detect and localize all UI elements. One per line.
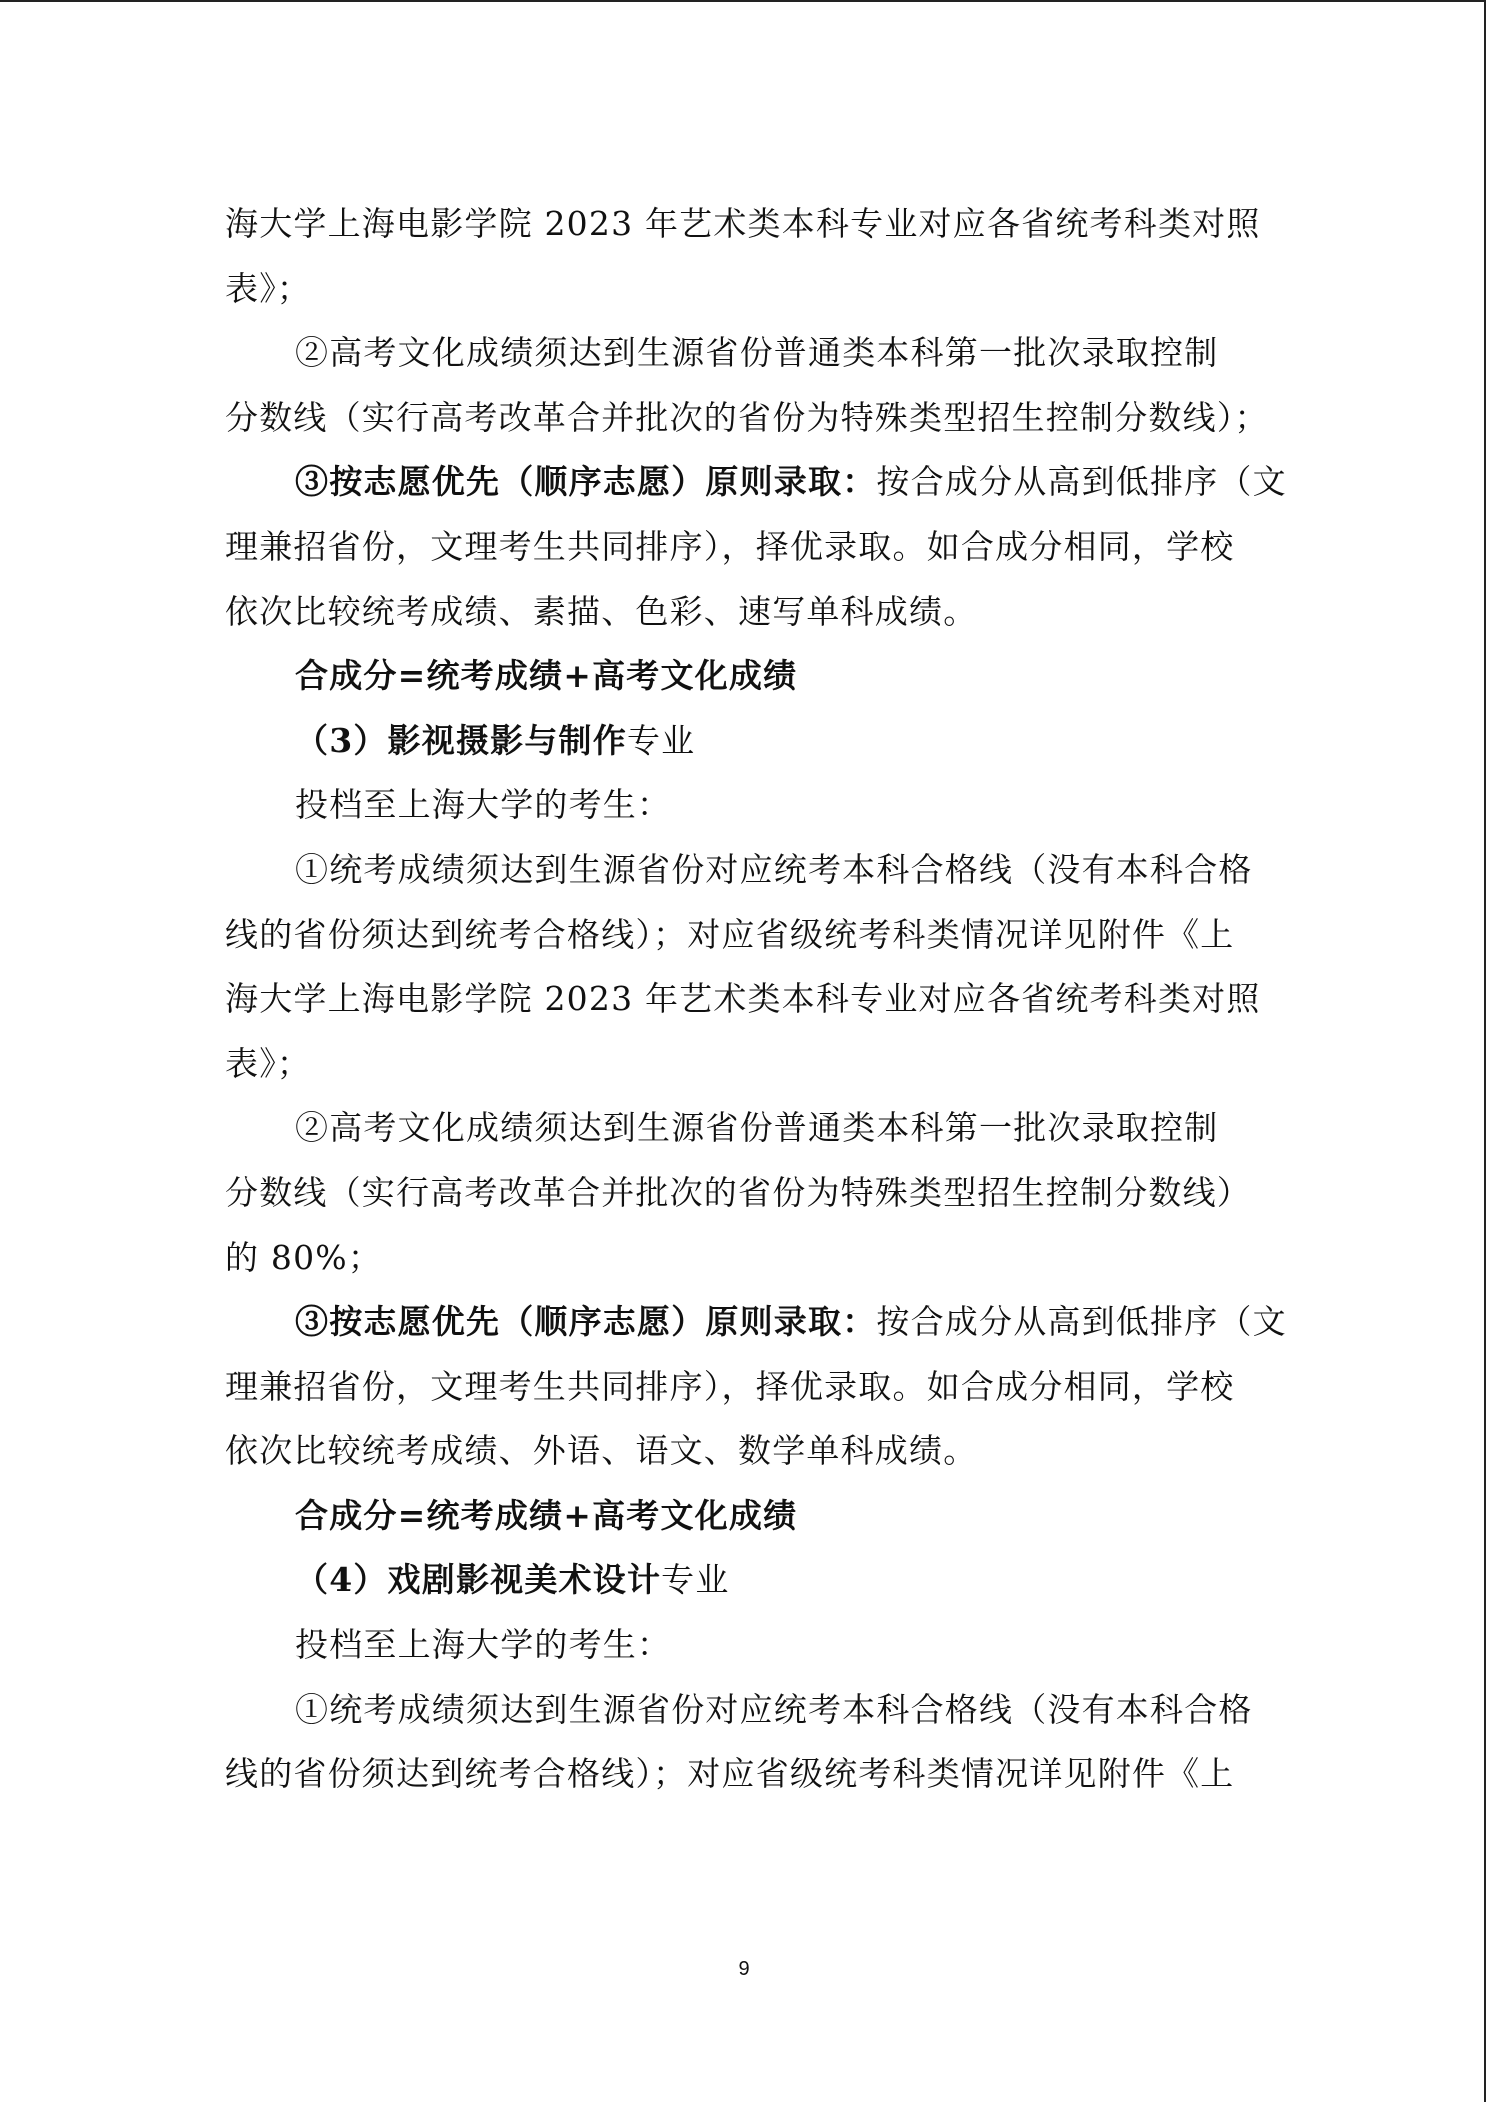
text-line	[225, 773, 1260, 838]
text-segment: 专业	[626, 720, 696, 760]
text-line	[225, 1678, 1260, 1743]
text-line	[225, 1161, 1260, 1226]
text-segment: 依次比较统考成绩、外语、语文、数学单科成绩。	[225, 1431, 978, 1471]
text-line	[225, 450, 1287, 515]
bold-text-segment: （4）戏剧影视美术设计	[295, 1560, 662, 1600]
text-line	[225, 1484, 1260, 1549]
text-line	[225, 644, 1260, 709]
text-segment: 海大学上海电影学院 2023 年艺术类本科专业对应各省统考科类对照	[225, 204, 1261, 243]
text-line	[225, 1742, 1260, 1807]
text-line	[225, 1226, 1260, 1291]
text-segment: ②高考文化成绩须达到生源省份普通类本科第一批次录取控制	[295, 1108, 1219, 1148]
bold-text-segment: ③按志愿优先（顺序志愿）原则录取：	[295, 462, 877, 502]
text-segment: 表》；	[225, 268, 312, 308]
text-line	[225, 515, 1260, 580]
text-segment: 线的省份须达到统考合格线）；对应省级统考科类情况详见附件《上	[225, 1754, 1235, 1794]
text-segment: ②高考文化成绩须达到生源省份普通类本科第一批次录取控制	[295, 333, 1219, 373]
text-segment: ①统考成绩须达到生源省份对应统考本科合格线（没有本科合格	[295, 849, 1253, 889]
text-segment: 投档至上海大学的考生：	[295, 785, 672, 825]
text-segment: 海大学上海电影学院 2023 年艺术类本科专业对应各省统考科类对照	[225, 979, 1261, 1019]
page-number: 9	[738, 1958, 750, 1980]
text-line	[225, 1419, 1260, 1484]
text-line	[225, 192, 1260, 257]
text-segment: 理兼招省份，文理考生共同排序），择优录取。如合成分相同，学校	[225, 1366, 1235, 1406]
text-segment: 专业	[661, 1560, 730, 1600]
text-segment: 线的省份须达到统考合格线）；对应省级统考科类情况详见附件《上	[225, 914, 1235, 954]
page-body	[225, 192, 1287, 1807]
text-line	[225, 903, 1260, 968]
text-line	[225, 257, 1260, 322]
text-line	[225, 1548, 1260, 1613]
text-segment: ①统考成绩须达到生源省份对应统考本科合格线（没有本科合格	[295, 1689, 1253, 1729]
text-line	[225, 1096, 1260, 1161]
text-segment: 按合成分从高到低排序（文	[876, 462, 1287, 502]
text-line	[225, 1032, 1260, 1097]
text-line	[225, 1290, 1287, 1355]
text-line	[225, 967, 1260, 1032]
bold-text-segment: ③按志愿优先（顺序志愿）原则录取：	[295, 1302, 877, 1342]
text-segment: 的 80%；	[225, 1237, 383, 1277]
text-line	[225, 709, 1260, 774]
text-line	[225, 1613, 1260, 1678]
text-segment: 按合成分从高到低排序（文	[876, 1302, 1287, 1342]
text-segment: 分数线（实行高考改革合并批次的省份为特殊类型招生控制分数线）	[225, 1172, 1251, 1212]
bold-text-segment: 合成分=统考成绩+高考文化成绩	[295, 1495, 798, 1535]
text-line	[225, 386, 1269, 451]
text-segment: 投档至上海大学的考生：	[295, 1625, 672, 1665]
bold-text-segment: （3）影视摄影与制作	[295, 720, 627, 760]
text-segment: 理兼招省份，文理考生共同排序），择优录取。如合成分相同，学校	[225, 526, 1235, 566]
text-line	[225, 580, 1260, 645]
text-segment: 依次比较统考成绩、素描、色彩、速写单科成绩。	[225, 591, 978, 631]
bold-text-segment: 合成分=统考成绩+高考文化成绩	[295, 656, 798, 696]
text-line	[225, 321, 1260, 386]
text-line	[225, 1355, 1260, 1420]
text-line	[225, 838, 1260, 903]
text-segment: 分数线（实行高考改革合并批次的省份为特殊类型招生控制分数线）；	[225, 397, 1269, 437]
text-segment: 表》；	[225, 1043, 312, 1083]
